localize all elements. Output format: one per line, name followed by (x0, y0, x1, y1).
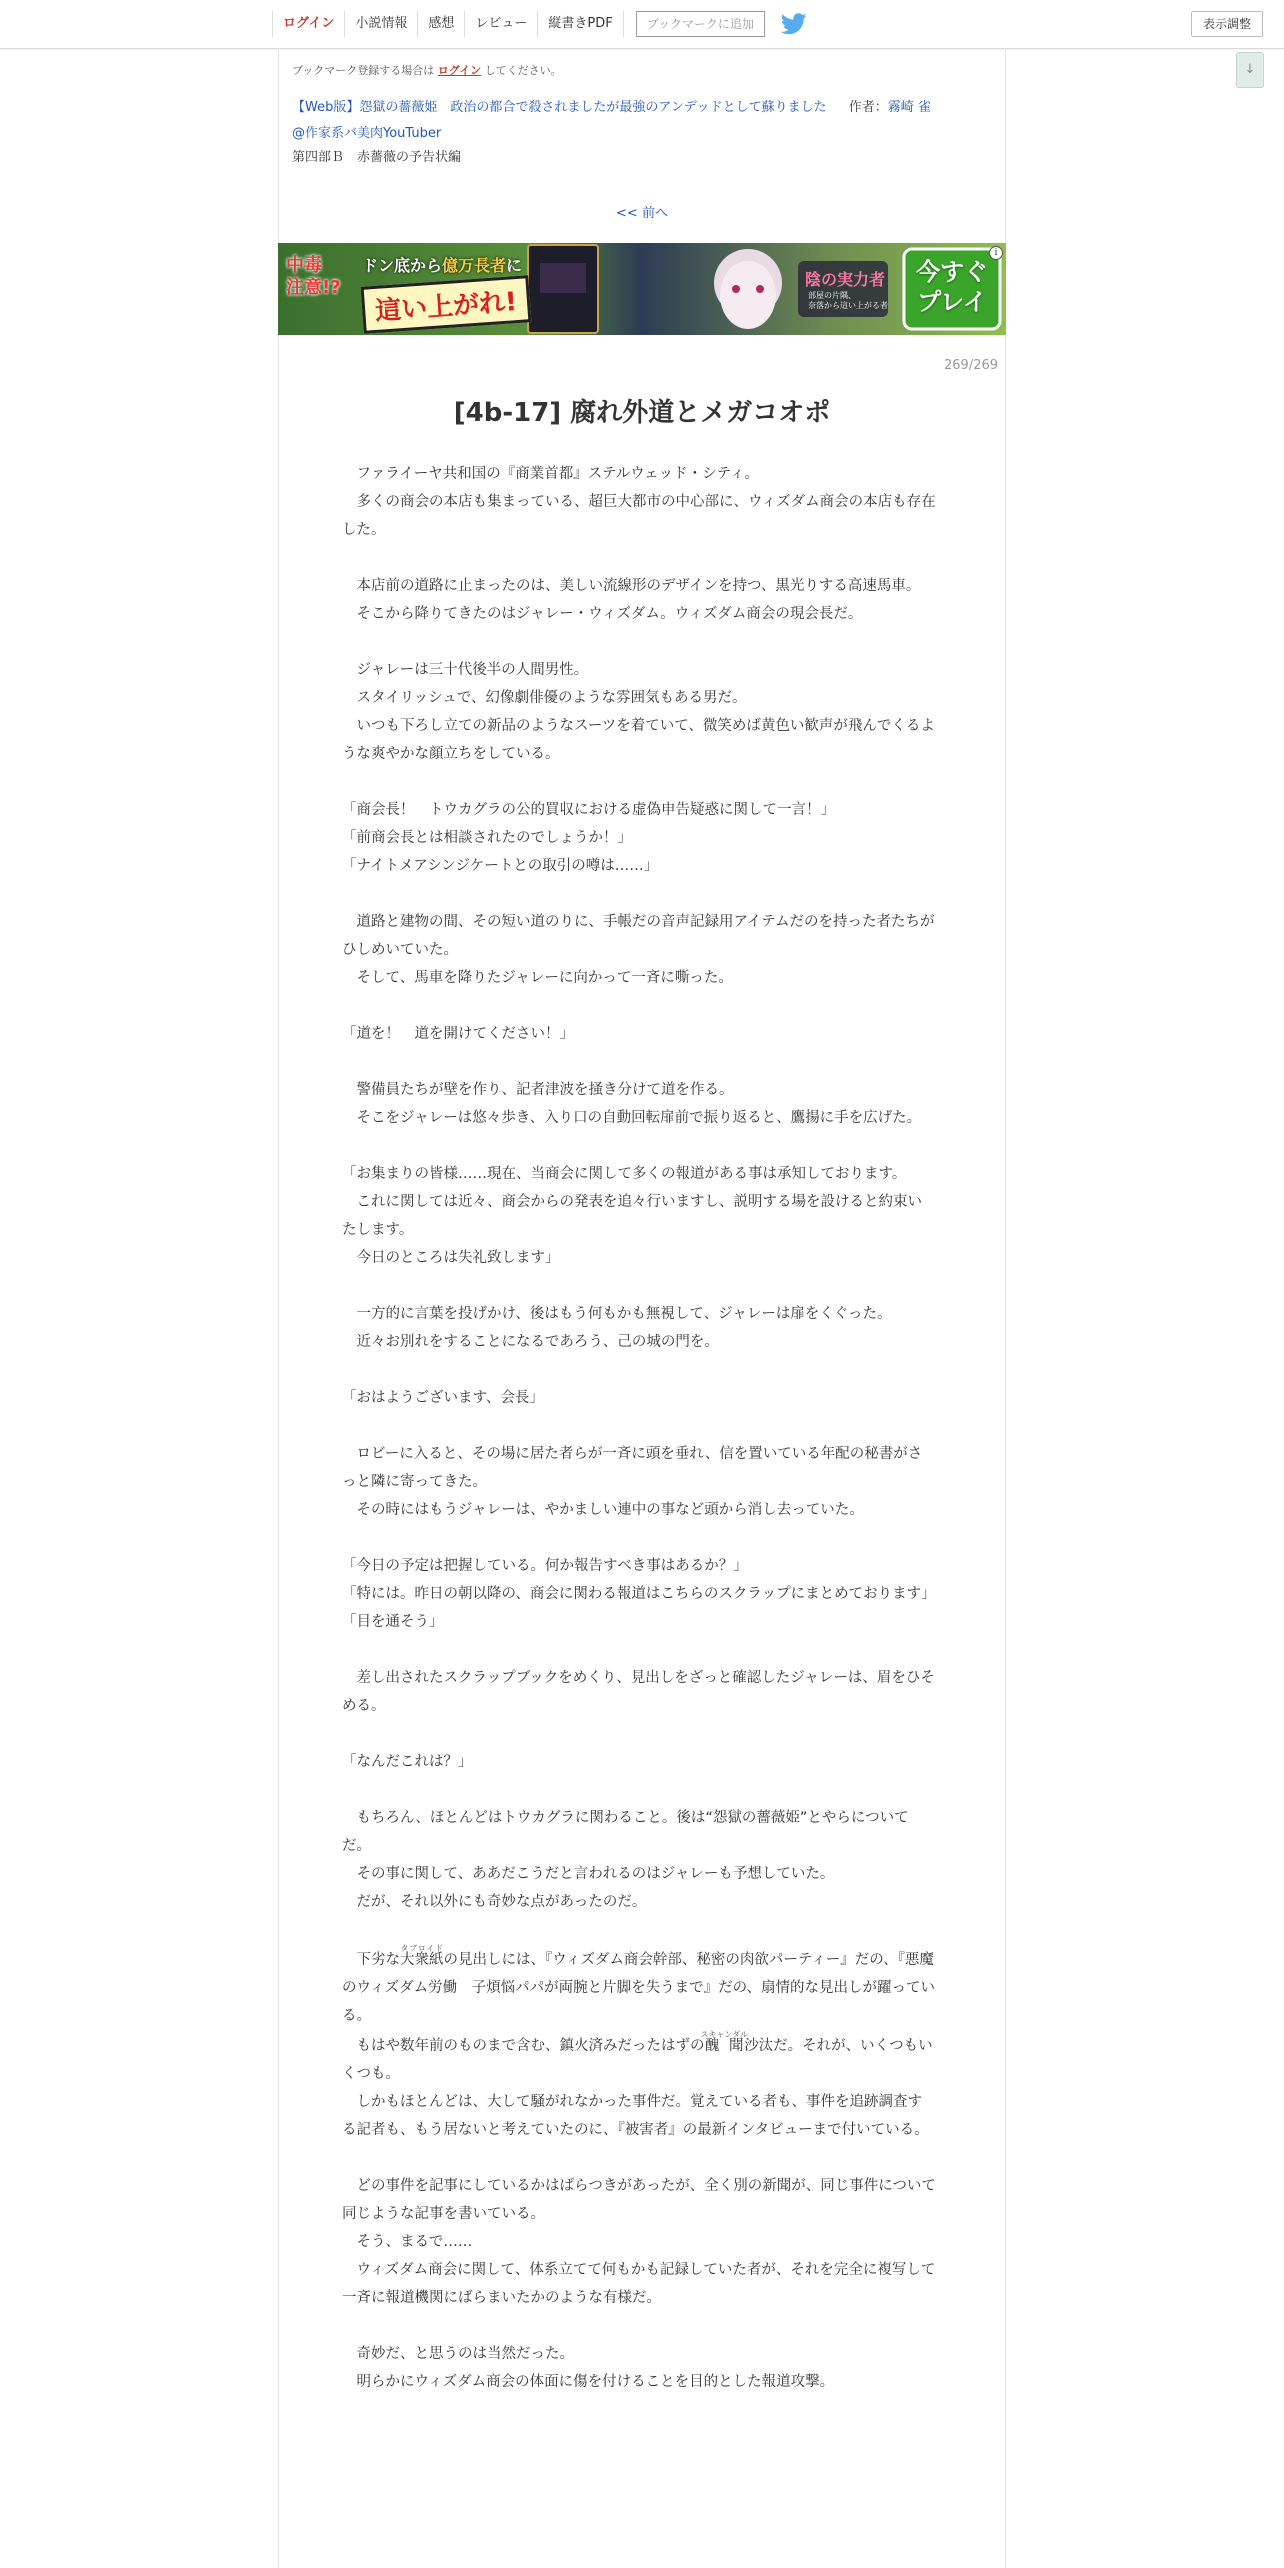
ad-tagline-big: 這い上がれ! (361, 275, 532, 334)
top-navigation-bar (0, 0, 1284, 49)
bookmark-note-prefix: ブックマーク登録する場合は (292, 64, 435, 77)
body-paragraph: ウィズダム商会に関して、体系立てて何もかも記録していた者が、それを完全に複写して一斉に報道機関にばらまいたかのような有様だ。 (342, 2262, 936, 2306)
ruby-lead: もはや数年前のものまで含む、鎮火済みだったはずの (342, 2038, 705, 2054)
nav-login[interactable]: ログイン (272, 11, 344, 37)
author-subtitle[interactable]: @作家系バ美肉YouTuber (292, 126, 442, 141)
body-paragraph: そして、馬車を降りたジャレーに向かって一斉に嘶った。 (342, 970, 733, 986)
ruby-reading: タブロイド (400, 1944, 444, 1953)
body-paragraph: 奇妙だ、と思うのは当然だった。 (342, 2346, 574, 2362)
body-paragraph (342, 2030, 936, 2088)
display-settings-button[interactable]: 表示調整 (1191, 11, 1263, 37)
body-paragraph: 「商会長！ トウカグラの公的買収における虚偽申告疑惑に関して一言！」 (342, 802, 835, 818)
bookmark-login-note (292, 62, 562, 78)
body-paragraph: 道路と建物の間、その短い道のりに、手帳だの音声記録用アイテムだのを持った者たちがひしめいていた。 (342, 914, 935, 958)
nav-review[interactable]: レビュー (464, 11, 537, 37)
nav-novel-info[interactable]: 小説情報 (344, 11, 417, 37)
add-bookmark-button[interactable]: ブックマークに追加 (636, 11, 765, 37)
body-paragraph: そこから降りてきたのはジャレー・ウィズダム。ウィズダム商会の現会長だ。 (342, 606, 863, 622)
ad-info-icon[interactable]: i (989, 246, 1003, 260)
episode-title: [4b-17] 腐れ外道とメガコオポ (453, 398, 831, 428)
body-paragraph: 「なんだこれは？」 (342, 1754, 473, 1770)
body-paragraph (342, 1944, 936, 2030)
author-label: 作者： (848, 100, 888, 115)
scroll-down-button[interactable]: ↓ (1236, 52, 1264, 88)
body-paragraph: どの事件を記事にしているかはばらつきがあったが、全く別の新聞が、同じ事件について同じような記事を書いている。 (342, 2178, 936, 2222)
ruby-base: 醜聞 (700, 2038, 749, 2054)
blank-line (342, 1132, 936, 1160)
body-paragraph: 「今日の予定は把握している。何か報告すべき事はあるか？」 (342, 1558, 748, 1574)
bookmark-note-suffix: してください。 (484, 64, 562, 77)
body-paragraph: これに関しては近々、商会からの発表を追々行いますし、説明する場を設けると約束いたします。 (342, 1194, 922, 1238)
ad-logo-text: 陰の実力者 (805, 270, 886, 289)
body-paragraph: いつも下ろし立ての新品のようなスーツを着ていて、微笑めば黄色い歓声が飛んでくるような爽やかな顔立ちをしている。 (342, 718, 935, 762)
body-paragraph: スタイリッシュで、幻像劇俳優のような雰囲気もある男だ。 (342, 690, 747, 706)
nav-vertical-pdf[interactable]: 縦書きPDF (537, 11, 623, 37)
ad-tagline-highlight: 億万長者 (442, 256, 507, 275)
blank-line (342, 1720, 936, 1748)
body-paragraph: ロビーに入ると、その場に居た者らが一斉に頭を垂れ、信を置いている年配の秘書がさっと隣に寄ってきた。 (342, 1446, 923, 1490)
ruby-tail: の見出しには、『ウィズダム商会幹部、秘密の肉欲パーティー』だの、『悪魔のウィズダム労働 子煩悩パパが両腕と片脚を失うまで』だの、扇情的な見出しが躍っている。 (342, 1952, 936, 2024)
body-paragraph: もちろん、ほとんどはトウカグラに関わること。後は“怨獄の薔薇姫”とやらについてだ。 (342, 1810, 909, 1854)
ad-logo-subtext: 部屋の片隅、 奈落から這い上がる者 (808, 291, 888, 310)
blank-line (342, 1412, 936, 1440)
blank-line (342, 1524, 936, 1552)
novel-header (292, 96, 931, 115)
body-paragraph: 多くの商会の本店も集まっている、超巨大都市の中心部に、ウィズダム商会の本店も存在した。 (342, 494, 936, 538)
body-paragraph: 差し出されたスクラップブックをめくり、見出しをざっと確認したジャレーは、眉をひそめる。 (342, 1670, 935, 1714)
nav-impressions[interactable]: 感想 (417, 11, 464, 37)
blank-line (342, 544, 936, 572)
ad-tagline-mid: に (506, 256, 523, 275)
ruby-scandal (700, 2030, 749, 2054)
ad-tagline (362, 253, 522, 276)
novel-body (342, 460, 936, 2396)
body-paragraph: ファライーヤ共和国の『商業首都』ステルウェッド・シティ。 (342, 466, 760, 482)
body-paragraph: その事に関して、ああだこうだと言われるのはジャレーも予想していた。 (342, 1866, 835, 1882)
body-paragraph: そこをジャレーは悠々歩き、入り口の自動回転扉前で振り返ると、鷹揚に手を広げた。 (342, 1110, 922, 1126)
body-paragraph: 「目を通そう」 (342, 1614, 444, 1630)
blank-line (342, 1916, 936, 1944)
blank-line (342, 992, 936, 1020)
ruby-reading: スキャンダル (700, 2030, 749, 2039)
body-paragraph: 「ナイトメアシンジケートとの取引の噂は……」 (342, 858, 659, 874)
twitter-icon[interactable] (781, 13, 807, 35)
blank-line (342, 1636, 936, 1664)
blank-line (342, 1776, 936, 1804)
ruby-lead: 下劣な (342, 1952, 400, 1968)
body-paragraph: 警備員たちが壁を作り、記者津波を掻き分けて道を作る。 (342, 1082, 734, 1098)
ruby-tail: 沙汰だ。それが、いくつもいくつも。 (342, 2038, 933, 2082)
body-paragraph: 近々お別れをすることになるであろう、己の城の門を。 (342, 1334, 719, 1350)
body-paragraph: その時にはもうジャレーは、やかましい連中の事など頭から消し去っていた。 (342, 1502, 864, 1518)
bookmark-login-link[interactable]: ログイン (437, 64, 482, 77)
blank-line (342, 768, 936, 796)
body-paragraph: 「特には。昨日の朝以降の、商会に関わる報道はこちらのスクラップにまとめております」 (342, 1586, 936, 1602)
body-paragraph: ジャレーは三十代後半の人間男性。 (342, 662, 589, 678)
blank-line (342, 2144, 936, 2172)
body-paragraph: 「前商会長とは相談されたのでしょうか！」 (342, 830, 632, 846)
ruby-tabloid (400, 1944, 444, 1968)
body-paragraph: 本店前の道路に止まったのは、美しい流線形のデザインを持つ、黒光りする高速馬車。 (342, 578, 921, 594)
body-paragraph: 明らかにウィズダム商会の体面に傷を付けることを目的とした報道攻撃。 (342, 2374, 835, 2390)
body-paragraph: そう、まるで…… (342, 2234, 473, 2250)
body-paragraph: 「道を！ 道を開けてください！」 (342, 1026, 574, 1042)
ad-play-button[interactable]: 今すぐ プレイ (916, 258, 988, 316)
body-paragraph: 今日のところは失礼致します」 (342, 1250, 560, 1266)
chapter-title: 第四部Ｂ 赤薔薇の予告状編 (292, 150, 462, 165)
author-link[interactable]: 霧崎 雀 (887, 100, 931, 115)
body-paragraph: 一方的に言葉を投げかけ、後はもう何もかも無視して、ジャレーは扉をくぐった。 (342, 1306, 892, 1322)
top-nav (272, 11, 807, 37)
ad-warning-text: 中毒 注意!? (286, 255, 341, 298)
blank-line (342, 1272, 936, 1300)
blank-line (342, 1048, 936, 1076)
blank-line (342, 628, 936, 656)
body-paragraph: だが、それ以外にも奇妙な点があったのだ。 (342, 1894, 647, 1910)
previous-episode-link[interactable]: << 前へ (616, 206, 668, 221)
body-paragraph: しかもほとんどは、大して騒がれなかった事件だ。覚えている者も、事件を追跡調査する記者も、もう居ないと考えていたのに、『被害者』の最新インタビューまで付いている。 (342, 2094, 929, 2138)
page-count: 269/269 (944, 358, 999, 373)
blank-line (342, 880, 936, 908)
novel-title-link[interactable]: 【Web版】怨獄の薔薇姫 政治の都合で殺されましたが最強のアンデッドとして蘇りました (292, 100, 827, 115)
ad-banner[interactable] (278, 243, 1006, 335)
ad-tagline-top: ドン底から (362, 256, 443, 275)
blank-line (342, 1356, 936, 1384)
ruby-base: 大衆紙 (400, 1952, 444, 1968)
blank-line (342, 2312, 936, 2340)
body-paragraph: 「おはようございます、会長」 (342, 1390, 544, 1406)
body-paragraph: 「お集まりの皆様……現在、当商会に関して多くの報道がある事は承知しております。 (342, 1166, 907, 1182)
